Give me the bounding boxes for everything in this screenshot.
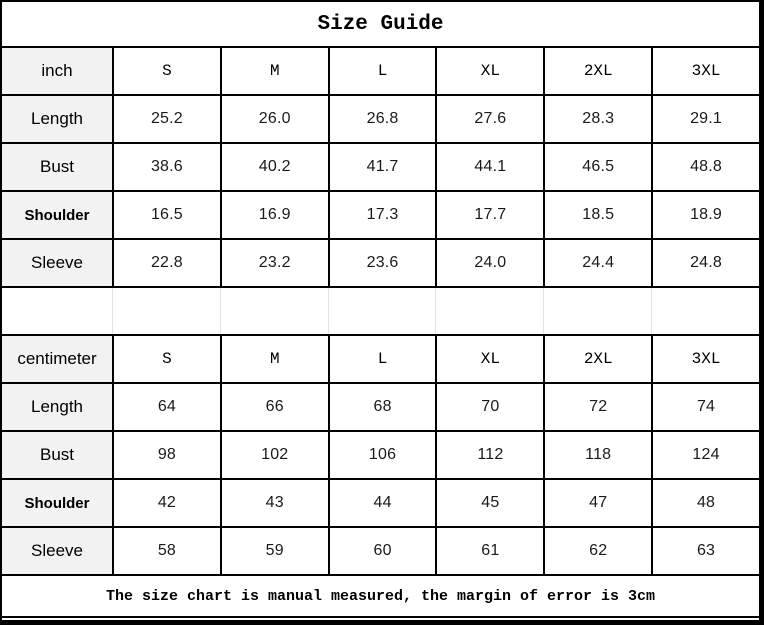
measurement-value: 61 [435, 528, 543, 574]
measurement-value: 68 [328, 384, 436, 430]
measurement-value: 24.0 [435, 240, 543, 286]
bottom-border-bar [2, 620, 759, 625]
size-column-header-m: M [220, 48, 328, 94]
title-row [2, 2, 759, 46]
size-column-header-xl: XL [435, 48, 543, 94]
unit-label-inch: inch [2, 48, 112, 94]
unit-header-row-centimeter [2, 334, 759, 382]
page-title: Size Guide [317, 12, 444, 36]
measurement-row-sleeve-cm [2, 526, 759, 574]
measurement-value: 124 [651, 432, 759, 478]
measurement-value: 41.7 [328, 144, 436, 190]
unit-label-centimeter: centimeter [2, 336, 112, 382]
separator-cell [328, 288, 436, 334]
separator-cell [543, 288, 651, 334]
measurement-value: 25.2 [112, 96, 220, 142]
measurement-value: 72 [543, 384, 651, 430]
row-label-length: Length [2, 96, 112, 142]
measurement-value: 66 [220, 384, 328, 430]
measurement-value: 43 [220, 480, 328, 526]
measurement-value: 17.3 [328, 192, 436, 238]
size-column-header-l: L [328, 48, 436, 94]
row-label-sleeve: Sleeve [2, 528, 112, 574]
size-column-header-m: M [220, 336, 328, 382]
measurement-value: 27.6 [435, 96, 543, 142]
measurement-value: 44 [328, 480, 436, 526]
measurement-value: 23.6 [328, 240, 436, 286]
measurement-value: 62 [543, 528, 651, 574]
measurement-value: 58 [112, 528, 220, 574]
measurement-value: 28.3 [543, 96, 651, 142]
measurement-value: 29.1 [651, 96, 759, 142]
separator-cell [651, 288, 759, 334]
measurement-row-shoulder-cm [2, 478, 759, 526]
measurement-row-length-inch [2, 94, 759, 142]
measurement-row-sleeve-inch [2, 238, 759, 286]
measurement-value: 18.9 [651, 192, 759, 238]
measurement-value: 40.2 [220, 144, 328, 190]
size-column-header-s: S [112, 336, 220, 382]
footer-row [2, 574, 759, 618]
measurement-value: 26.0 [220, 96, 328, 142]
separator-cell [112, 288, 220, 334]
measurement-value: 23.2 [220, 240, 328, 286]
measurement-value: 17.7 [435, 192, 543, 238]
measurement-value: 16.9 [220, 192, 328, 238]
footer-note: The size chart is manual measured, the margin of error is 3cm [105, 587, 656, 605]
measurement-value: 106 [328, 432, 436, 478]
measurement-row-length-cm [2, 382, 759, 430]
measurement-value: 26.8 [328, 96, 436, 142]
measurement-value: 46.5 [543, 144, 651, 190]
measurement-row-bust-inch [2, 142, 759, 190]
separator-cell [220, 288, 328, 334]
row-label-length: Length [2, 384, 112, 430]
measurement-value: 24.8 [651, 240, 759, 286]
measurement-row-bust-cm [2, 430, 759, 478]
measurement-value: 60 [328, 528, 436, 574]
measurement-row-shoulder-inch [2, 190, 759, 238]
measurement-value: 44.1 [435, 144, 543, 190]
row-label-sleeve: Sleeve [2, 240, 112, 286]
measurement-value: 16.5 [112, 192, 220, 238]
measurement-value: 48 [651, 480, 759, 526]
measurement-value: 64 [112, 384, 220, 430]
separator-cell [435, 288, 543, 334]
size-column-header-3xl: 3XL [651, 48, 759, 94]
measurement-value: 70 [435, 384, 543, 430]
measurement-value: 42 [112, 480, 220, 526]
measurement-value: 98 [112, 432, 220, 478]
measurement-value: 118 [543, 432, 651, 478]
measurement-value: 24.4 [543, 240, 651, 286]
row-label-bust: Bust [2, 432, 112, 478]
measurement-value: 45 [435, 480, 543, 526]
size-column-header-s: S [112, 48, 220, 94]
size-column-header-xl: XL [435, 336, 543, 382]
measurement-value: 74 [651, 384, 759, 430]
size-column-header-2xl: 2XL [543, 48, 651, 94]
measurement-value: 22.8 [112, 240, 220, 286]
size-column-header-2xl: 2XL [543, 336, 651, 382]
row-label-shoulder: Shoulder [2, 480, 112, 526]
row-label-bust: Bust [2, 144, 112, 190]
measurement-value: 59 [220, 528, 328, 574]
measurement-value: 112 [435, 432, 543, 478]
unit-header-row-inch [2, 46, 759, 94]
measurement-value: 47 [543, 480, 651, 526]
separator-row [2, 286, 759, 334]
measurement-value: 102 [220, 432, 328, 478]
size-column-header-l: L [328, 336, 436, 382]
measurement-value: 63 [651, 528, 759, 574]
measurement-value: 18.5 [543, 192, 651, 238]
measurement-value: 38.6 [112, 144, 220, 190]
size-column-header-3xl: 3XL [651, 336, 759, 382]
row-label-shoulder: Shoulder [2, 192, 112, 238]
measurement-value: 48.8 [651, 144, 759, 190]
separator-cell [2, 288, 112, 334]
